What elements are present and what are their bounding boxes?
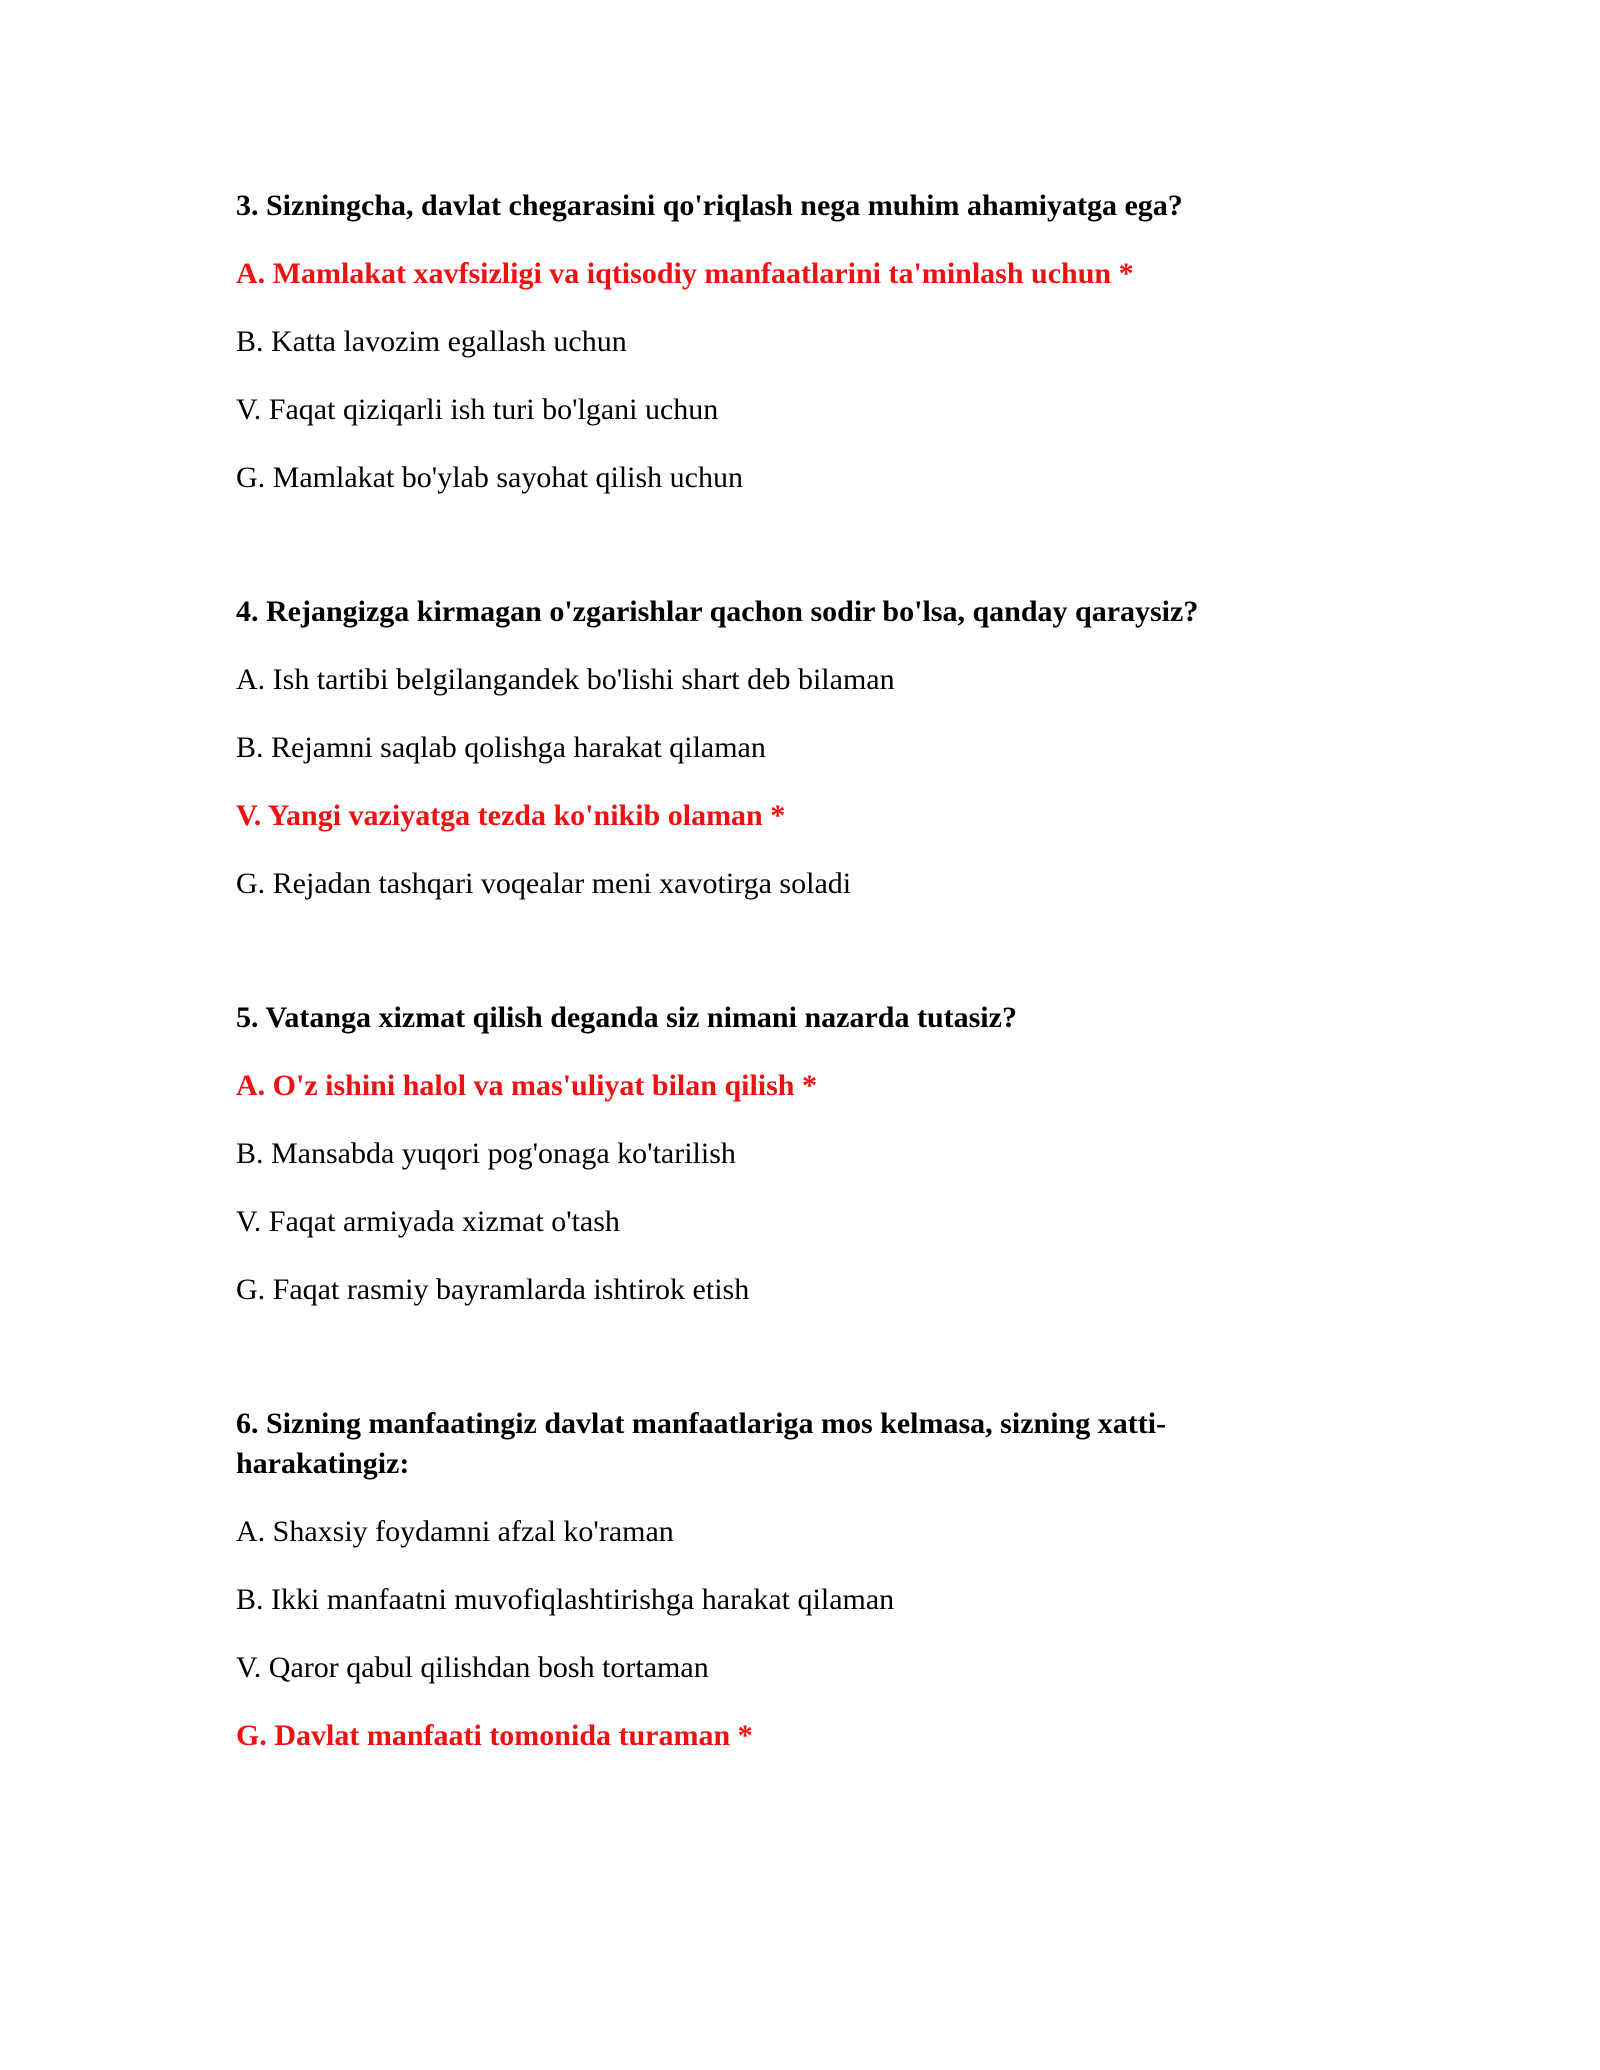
question-title: 6. Sizning manfaatingiz davlat manfaatlariga mos kelmasa, sizning xatti-harakatingiz:	[236, 1407, 1167, 1480]
answer-option-g: G. Mamlakat bo'ylab sayohat qilish uchun	[236, 461, 743, 494]
answer-option-a: A. Ish tartibi belgilangandek bo'lishi shart deb bilaman	[236, 663, 895, 696]
answer-option-b: B. Mansabda yuqori pog'onaga ko'tarilish	[236, 1137, 736, 1170]
question-block-6	[236, 1404, 1236, 1752]
question-block-4	[236, 592, 1326, 900]
answer-option-v: V. Faqat qiziqarli ish turi bo'lgani uchun	[236, 393, 719, 426]
answer-option-b: B. Katta lavozim egallash uchun	[236, 325, 627, 358]
answer-option-a: A. Mamlakat xavfsizligi va iqtisodiy manfaatlarini ta'minlash uchun *	[236, 257, 1134, 290]
answer-option-b: B. Ikki manfaatni muvofiqlashtirishga harakat qilaman	[236, 1583, 895, 1616]
answer-option-a: A. Shaxsiy foydamni afzal ko'raman	[236, 1515, 674, 1548]
question-block-3	[236, 186, 1326, 494]
answer-option-g: G. Davlat manfaati tomonida turaman *	[236, 1719, 753, 1752]
question-block-5	[236, 998, 1326, 1306]
question-title: 4. Rejangizga kirmagan o'zgarishlar qachon sodir bo'lsa, qanday qaraysiz?	[236, 595, 1199, 628]
answer-option-v: V. Faqat armiyada xizmat o'tash	[236, 1205, 620, 1238]
answer-option-b: B. Rejamni saqlab qolishga harakat qilaman	[236, 731, 766, 764]
answer-option-g: G. Faqat rasmiy bayramlarda ishtirok etish	[236, 1273, 750, 1306]
answer-option-g: G. Rejadan tashqari voqealar meni xavotirga soladi	[236, 867, 852, 900]
answer-option-v: V. Yangi vaziyatga tezda ko'nikib olaman *	[236, 799, 786, 832]
question-title: 3. Sizningcha, davlat chegarasini qo'riqlash nega muhim ahamiyatga ega?	[236, 189, 1183, 222]
answer-option-a: A. O'z ishini halol va mas'uliyat bilan qilish *	[236, 1069, 817, 1102]
question-title: 5. Vatanga xizmat qilish deganda siz nimani nazarda tutasiz?	[236, 1001, 1017, 1034]
answer-option-v: V. Qaror qabul qilishdan bosh tortaman	[236, 1651, 709, 1684]
